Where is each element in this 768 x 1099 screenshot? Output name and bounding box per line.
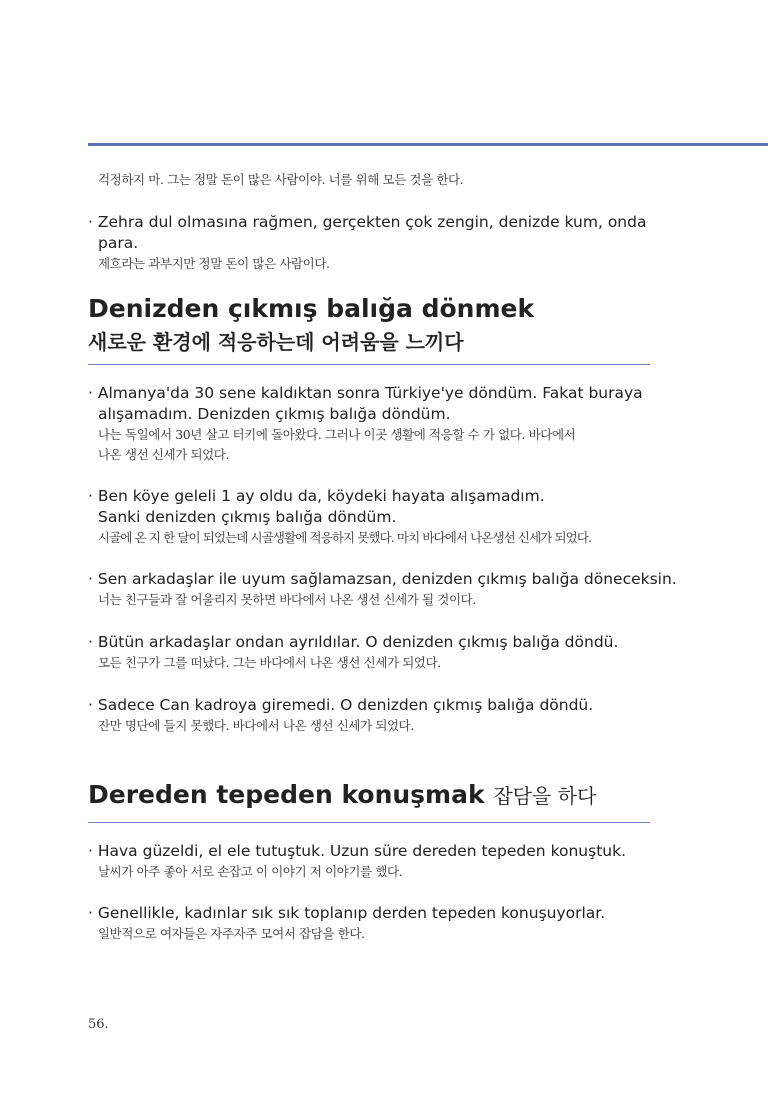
korean-translation: 날씨가 아주 좋아 서로 손잡고 이 이야기 저 이야기를 했다.	[98, 864, 403, 879]
example-item	[88, 383, 658, 465]
example-item	[88, 486, 592, 548]
korean-translation: 제흐라는 과부지만 정말 돈이 많은 사람이다.	[98, 256, 330, 271]
korean-translation: 시골에 온 지 한 달이 되었는데 시골생활에 적응하지 못했다. 마치 바다에서 나온생선 신세가 되었다.	[98, 530, 592, 545]
page-number: 56.	[88, 1017, 109, 1032]
korean-translation: 모든 친구가 그를 떠났다. 그는 바다에서 나온 생선 신세가 되었다.	[98, 655, 441, 670]
idiom-meaning: 새로운 환경에 적응하는데 어려움을 느끼다	[88, 330, 464, 354]
example-item	[88, 841, 688, 882]
intro-line	[88, 170, 688, 190]
idiom-title-text: Dereden tepeden konuşmak	[88, 780, 485, 809]
turkish-sentence: · Bütün arkadaşlar ondan ayrıldılar. O denizden çıkmış balığa döndü.	[88, 633, 619, 651]
example-item	[88, 569, 677, 610]
turkish-sentence: · Ben köye geleli 1 ay oldu da, köydeki hayata alışamadım. Sanki denizden çıkmış balığa döndüm.	[88, 487, 545, 526]
idiom-meaning: 잡담을 하다	[493, 784, 597, 808]
example-item	[88, 695, 688, 736]
example-item	[88, 903, 688, 944]
example-item	[88, 632, 688, 673]
turkish-sentence: · Hava güzeldi, el ele tutuştuk. Uzun süre dereden tepeden konuştuk.	[88, 842, 626, 860]
turkish-sentence: · Genellikle, kadınlar sık sık toplanıp derden tepeden konuşuyorlar.	[88, 904, 606, 922]
korean-translation: 잔만 명단에 들지 못했다. 바다에서 나온 생선 신세가 되었다.	[98, 718, 414, 733]
idiom-title: Denizden çıkmış balığa dönmek	[88, 294, 535, 323]
top-rule	[88, 143, 768, 146]
turkish-sentence: · Zehra dul olmasına rağmen, gerçekten çok zengin, denizde kum, onda para.	[88, 213, 647, 252]
korean-translation: 일반적으로 여자들은 자주자주 모여서 잡담을 한다.	[98, 926, 365, 941]
turkish-sentence: · Sen arkadaşlar ile uyum sağlamazsan, denizden çıkmış balığa döneceksin.	[88, 570, 677, 588]
korean-translation: 나는 독일에서 30년 살고 터키에 돌아왔다. 그러나 이곳 생활에 적응할 수 가 없다. 바다에서 나온 생선 신세가 되었다.	[98, 427, 576, 462]
section-divider	[88, 822, 650, 823]
korean-translation: 걱정하지 마. 그는 정말 돈이 많은 사람이야. 너를 위해 모든 것을 한다.	[98, 172, 464, 187]
turkish-sentence: · Almanya'da 30 sene kaldıktan sonra Türkiye'ye döndüm. Fakat buraya alışamadım. Denizden çıkmış balığa döndüm.	[88, 384, 643, 423]
section-divider	[88, 364, 650, 365]
turkish-sentence: · Sadece Can kadroya giremedi. O denizden çıkmış balığa döndü.	[88, 696, 594, 714]
korean-translation: 너는 친구들과 잘 어울리지 못하면 바다에서 나온 생선 신세가 될 것이다.	[98, 592, 476, 607]
example-item	[88, 212, 688, 274]
idiom-title	[88, 780, 596, 809]
